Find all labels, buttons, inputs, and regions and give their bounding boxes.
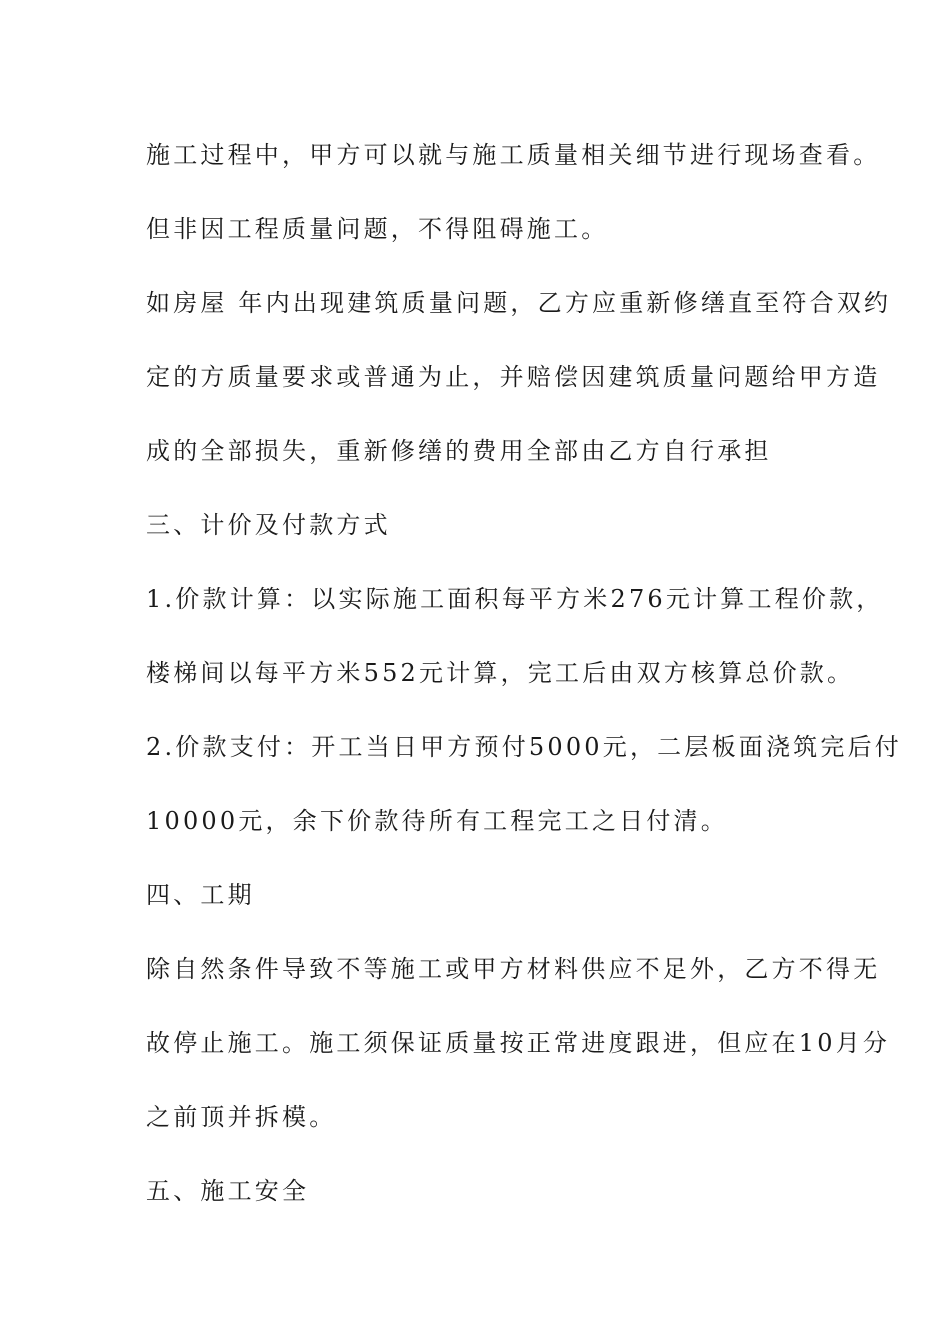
section-heading-safety: 五、施工安全: [146, 1177, 310, 1205]
section-heading-schedule: 四、工期: [146, 881, 255, 909]
paragraph-line-10: 10000元，余下价款待所有工程完工之日付清。: [146, 807, 728, 835]
paragraph-line-12: 除自然条件导致不等施工或甲方材料供应不足外，乙方不得无: [146, 955, 881, 983]
section-heading-pricing: 三、计价及付款方式: [146, 511, 391, 539]
paragraph-line-1: 施工过程中，甲方可以就与施工质量相关细节进行现场查看。: [146, 141, 881, 169]
paragraph-line-9: 2.价款支付：开工当日甲方预付5000元，二层板面浇筑完后付: [146, 733, 902, 761]
paragraph-line-14: 之前顶并拆模。: [146, 1103, 337, 1131]
paragraph-line-4: 定的方质量要求或普通为止，并赔偿因建筑质量问题给甲方造: [146, 363, 881, 391]
paragraph-line-3: 如房屋 年内出现建筑质量问题，乙方应重新修缮直至符合双约: [146, 289, 892, 317]
paragraph-line-5: 成的全部损失，重新修缮的费用全部由乙方自行承担: [146, 437, 772, 465]
paragraph-line-7: 1.价款计算：以实际施工面积每平方米276元计算工程价款，: [146, 585, 884, 613]
paragraph-line-13: 故停止施工。施工须保证质量按正常进度跟进，但应在10月分: [146, 1029, 891, 1057]
paragraph-line-2: 但非因工程质量问题，不得阻碍施工。: [146, 215, 609, 243]
paragraph-line-8: 楼梯间以每平方米552元计算，完工后由双方核算总价款。: [146, 659, 855, 687]
